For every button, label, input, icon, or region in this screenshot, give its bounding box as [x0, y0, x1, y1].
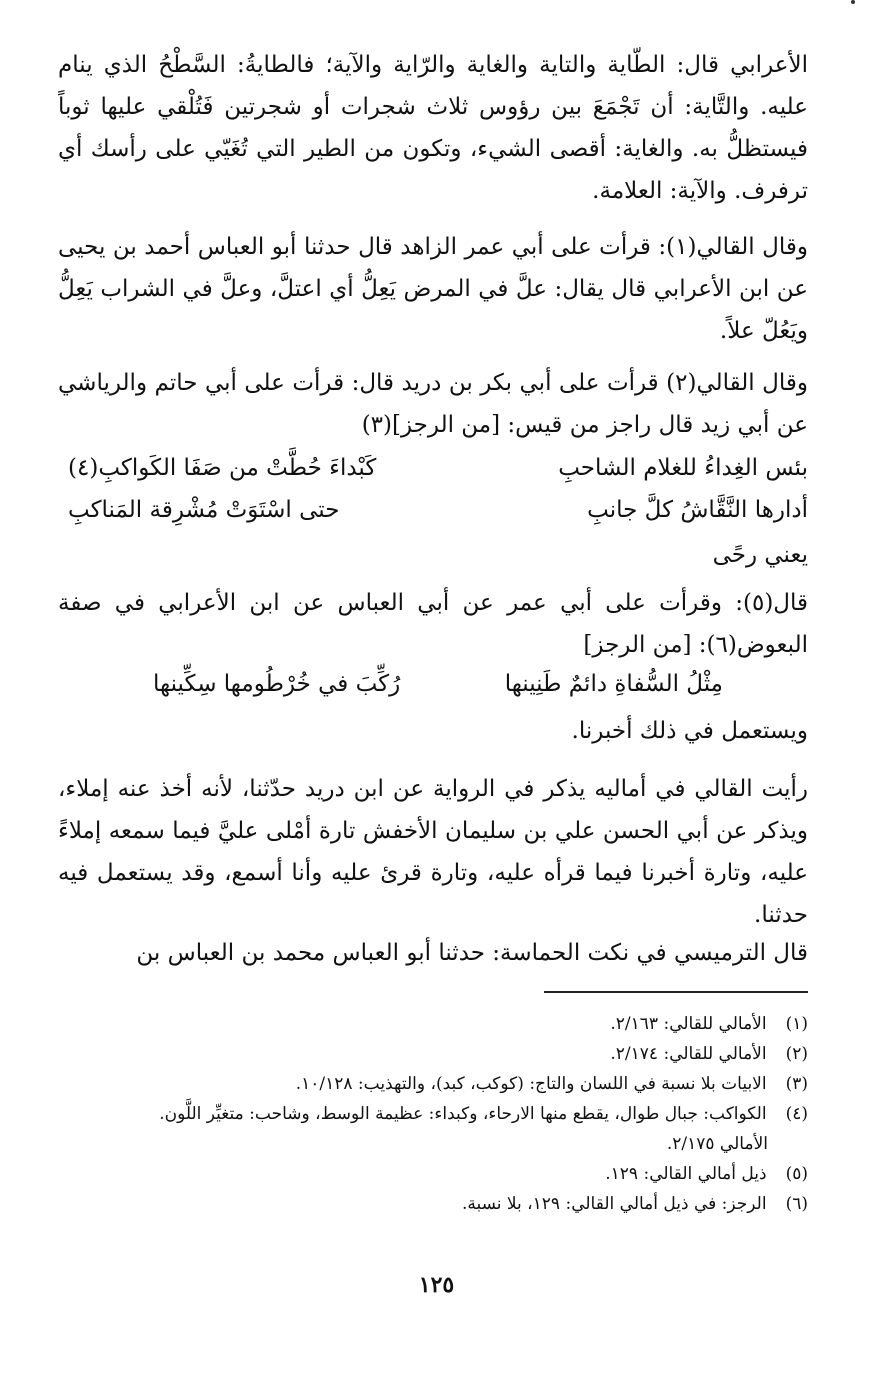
footnote-number: (٤) — [785, 1104, 808, 1124]
footnote-4 — [48, 1099, 808, 1159]
footnote-3 — [48, 1069, 808, 1099]
verse-2-first-hemistich: أدارها النَّقَّاشُ كلَّ جانبِ — [587, 497, 808, 523]
footnote-number: (٦) — [785, 1194, 808, 1214]
footnote-separator — [544, 991, 808, 993]
corner-dot — [851, 0, 855, 4]
footnote-2 — [48, 1039, 808, 1069]
paragraph-5: رأيت القالي في أماليه يذكر في الرواية عن ابن دريد حدّثنا، لأنه أخذ عنه إملاء، ويذكر عن أبي الحسن علي بن سليمان الأخفش تارة أمْلى عليَّ فيما سمعه إملاءً عليه، وتارة أخبرنا فيما قرأه عليه، وتارة قرئ عليه وأنا أسمع، وقد يستعمل فيه حدثنا. — [58, 776, 809, 928]
verse-1-second-hemistich: كَبْداءَ حُطَّتْ من صَفَا الكَواكبِ(٤) — [68, 455, 377, 481]
verse-2-second-hemistich: حتى اسْتَوَتْ مُشْرِقة المَناكبِ — [68, 497, 340, 523]
page-number: ١٢٥ — [418, 1272, 455, 1298]
paragraph-4: قال(٥): وقرأت على أبي عمر عن أبي العباس عن ابن الأعرابي في صفة البعوض(٦): [من الرجز] — [58, 590, 808, 658]
footnote-text: الأمالي للقالي: ٢/١٦٣. — [610, 1014, 767, 1034]
footnote-number: (١) — [785, 1014, 808, 1034]
paragraph-6: قال الترميسي في نكت الحماسة: حدثنا أبو العباس محمد بن العباس بن — [136, 940, 808, 966]
footnote-text: الأمالي للقالي: ٢/١٧٤. — [610, 1044, 767, 1064]
footnote-number: (٢) — [785, 1044, 808, 1064]
paragraph-2: وقال القالي(١): قرأت على أبي عمر الزاهد قال حدثنا أبو العباس أحمد بن يحيى عن ابن الأعرابي قال يقال: علَّ في المرض يَعِلُّ أي اعتلَّ، وعلَّ في الشراب يَعِلُّ ويَعُلّ علاً. — [58, 234, 808, 344]
footnote-text: الابيات بلا نسبة في اللسان والتاج: (كوكب، كبد)، والتهذيب: ١٠/١٢٨. — [295, 1074, 767, 1094]
paragraph-1: الأعرابي قال: الطّاية والتاية والغاية والرّاية والآية؛ فالطايةُ: السَّطْحُ الذي ينام عليه. والتَّاية: أن تَجْمَعَ بين رؤوس ثلاث شجرات أو شجرتين فَتُلْقي عليها ثوباً فيستظلُّ به. والغاية: أقصى الشيء، وتكون من الطير التي تُغَيّي على رأسك أي ترفرف. والآية: العلامة. — [58, 52, 808, 204]
verse-3-second-hemistich: رُكِّبَ في خُرْطُومها سِكِّينها — [153, 671, 401, 697]
verse-3-note: ويستعمل في ذلك أخبرنا. — [571, 718, 808, 744]
verse-explanation: يعني رحًى — [712, 542, 808, 568]
verse-1-first-hemistich: بئس الغِداءُ للغلام الشاحبِ — [558, 455, 808, 481]
footnotes — [48, 1009, 808, 1219]
footnote-5 — [48, 1159, 808, 1189]
footnote-number: (٣) — [785, 1074, 808, 1094]
footnote-text: الكواكب: جبال طوال، يقطع منها الارحاء، وكبداء: عظيمة الوسط، وشاحب: متغيِّر اللَّون. — [159, 1104, 767, 1124]
paragraph-3: وقال القالي(٢) قرأت على أبي بكر بن دريد قال: قرأت على أبي حاتم والرياشي عن أبي زيد قال راجز من قيس: [من الرجز](٣) — [58, 370, 808, 438]
footnote-continuation: الأمالي ٢/١٧٥. — [666, 1134, 768, 1154]
footnote-6 — [48, 1189, 808, 1219]
footnote-number: (٥) — [785, 1164, 808, 1184]
footnote-text: الرجز: في ذيل أمالي القالي: ١٢٩، بلا نسبة. — [461, 1194, 767, 1214]
footnote-1 — [48, 1009, 808, 1039]
footnote-text: ذيل أمالي القالي: ١٢٩. — [605, 1164, 767, 1184]
verse-3-first-hemistich: مِثْلُ السُّفاةِ دائمٌ طَنِينها — [504, 671, 723, 697]
